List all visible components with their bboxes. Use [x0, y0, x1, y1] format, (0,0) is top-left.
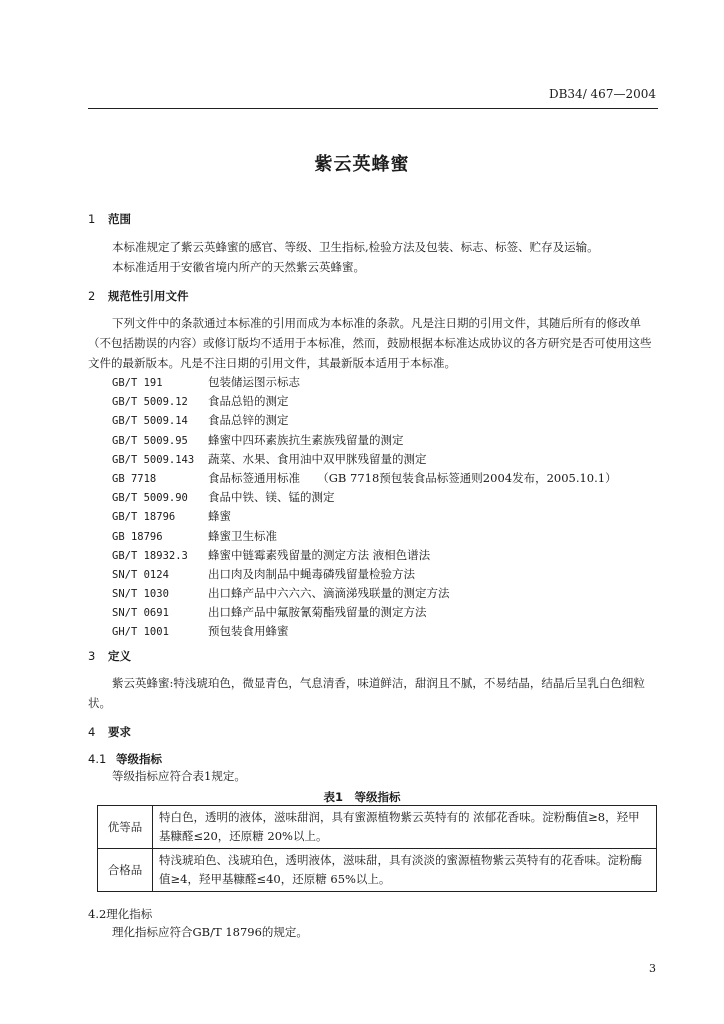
- reference-item: [112, 488, 672, 507]
- reference-code: SN/T 0691: [112, 607, 169, 620]
- section-4-title: 要求: [108, 725, 131, 739]
- reference-item: [112, 450, 672, 469]
- reference-code: GB/T 5009.12: [112, 396, 188, 409]
- reference-item: [112, 603, 672, 622]
- reference-title: 出口蜂产品中氟胺氰菊酯残留量的测定方法: [208, 605, 427, 620]
- section-2-title: 规范性引用文件: [108, 289, 189, 303]
- reference-item: [112, 546, 672, 565]
- reference-code: GB/T 5009.143: [112, 453, 195, 466]
- reference-title: 蜂蜜中四环素族抗生素族残留量的测定: [208, 432, 404, 447]
- reference-code: GB/T 18796: [112, 511, 176, 524]
- reference-code: GB/T 191: [112, 377, 163, 389]
- document-number: DB34/ 467—2004: [548, 87, 656, 101]
- reference-item: [112, 411, 672, 430]
- section-1-paragraph-2: 本标准适用于安徽省境内所产的天然紫云英蜂蜜。: [112, 260, 365, 274]
- reference-code: GB 7718: [112, 472, 157, 485]
- section-1-heading: [88, 211, 131, 227]
- reference-title: 预包装食用蜂蜜: [208, 624, 289, 639]
- reference-item: [112, 622, 672, 641]
- section-3-heading: [88, 648, 131, 664]
- reference-title: 蔬菜、水果、食用油中双甲脒残留量的测定: [208, 451, 427, 466]
- section-2-heading: [88, 288, 189, 304]
- reference-code: GH/T 1001: [112, 626, 169, 639]
- subsection-4-1-title: 等级指标: [116, 752, 162, 766]
- reference-item: [112, 584, 672, 603]
- reference-item: [112, 431, 672, 450]
- section-3-definition: 紫云英蜂蜜:特浅琥珀色，微显青色，气息清香，味道鲜洁，甜润且不腻，不易结晶，结晶后呈乳白色细粒状。: [88, 676, 645, 710]
- header-rule: [88, 108, 658, 109]
- reference-title: 蜂蜜卫生标准: [208, 528, 277, 543]
- document-title: 紫云英蜂蜜: [314, 154, 410, 175]
- grade-description-cell: 特白色，透明的液体，滋味甜润，具有蜜源植物紫云英特有的 浓郁花香味。淀粉酶值≥8，羟甲基糠醛≤20，还原糖 20%以上。: [153, 806, 657, 849]
- reference-item: [112, 469, 672, 488]
- reference-code: GB/T 5009.90: [112, 492, 188, 505]
- page-number: 3: [649, 962, 656, 975]
- section-3-number: 3: [88, 649, 96, 663]
- reference-title: 食品中铁、镁、锰的测定: [208, 490, 335, 505]
- reference-code: SN/T 1030: [112, 588, 169, 601]
- section-1-title: 范围: [108, 212, 131, 226]
- reference-title: 食品总铅的测定: [208, 394, 289, 409]
- reference-title: 蜂蜜中链霉素残留量的测定方法 液相色谱法: [208, 547, 431, 562]
- grade-table: [97, 805, 657, 892]
- reference-item: [112, 565, 672, 584]
- reference-title: 蜂蜜: [208, 509, 231, 524]
- table-row: [98, 806, 657, 849]
- reference-title: 包装储运图示标志: [208, 375, 300, 389]
- section-2-number: 2: [88, 289, 96, 303]
- reference-code: GB/T 5009.95: [112, 434, 188, 447]
- table-caption: 表1 等级指标: [323, 790, 401, 804]
- reference-item: [112, 373, 672, 392]
- reference-code: GB/T 18932.3: [112, 549, 188, 562]
- reference-title: 出口肉及肉制品中蝇毒磷残留量检验方法: [208, 566, 415, 581]
- reference-item: [112, 507, 672, 526]
- section-1-number: 1: [88, 212, 96, 226]
- grade-description-cell: 特浅琥珀色、浅琥珀色，透明液体，滋味甜，具有淡淡的蜜源植物紫云英特有的花香味。淀粉酶值≥4，羟甲基糠醛≤40，还原糖 65%以上。: [153, 849, 657, 892]
- section-3-title: 定义: [108, 649, 131, 663]
- reference-title: 食品总锌的测定: [208, 413, 289, 428]
- grade-cell: 优等品: [98, 806, 153, 849]
- grade-cell: 合格品: [98, 849, 153, 892]
- reference-list: [112, 373, 672, 642]
- section-4-heading: [88, 724, 131, 740]
- subsection-4-1-text: 等级指标应符合表1规定。: [112, 769, 246, 783]
- table-row: [98, 849, 657, 892]
- reference-code: SN/T 0124: [112, 568, 169, 581]
- subsection-4-1-number: 4.1: [88, 752, 107, 766]
- section-4-number: 4: [88, 725, 96, 739]
- reference-item: [112, 527, 672, 546]
- subsection-4-2-heading: 4.2理化指标: [88, 907, 153, 921]
- section-1-paragraph-1: 本标准规定了紫云英蜂蜜的感官、等级、卫生指标,检验方法及包装、标志、标签、贮存及运输。: [112, 240, 599, 254]
- reference-title: 食品标签通用标准 （GB 7718预包装食品标签通则2004发布，2005.10.1）: [208, 470, 617, 485]
- subsection-4-2-text: 理化指标应符合GB/T 18796的规定。: [112, 925, 308, 939]
- section-2-intro: 下列文件中的条款通过本标准的引用而成为本标准的条款。凡是注日期的引用文件，其随后所有的修改单（不包括勘误的内容）或修订版均不适用于本标准，然而，鼓励根据本标准达成协议的各方研究是否可使用这些文件的最新版本。凡是不注日期的引用文件，其最新版本适用于本标准。: [88, 316, 652, 370]
- reference-code: GB/T 5009.14: [112, 415, 188, 428]
- reference-title: 出口蜂产品中六六六、滴滴涕残联量的测定方法: [208, 586, 450, 601]
- reference-item: [112, 392, 672, 411]
- subsection-4-1-heading: [88, 751, 162, 767]
- reference-code: GB 18796: [112, 530, 163, 543]
